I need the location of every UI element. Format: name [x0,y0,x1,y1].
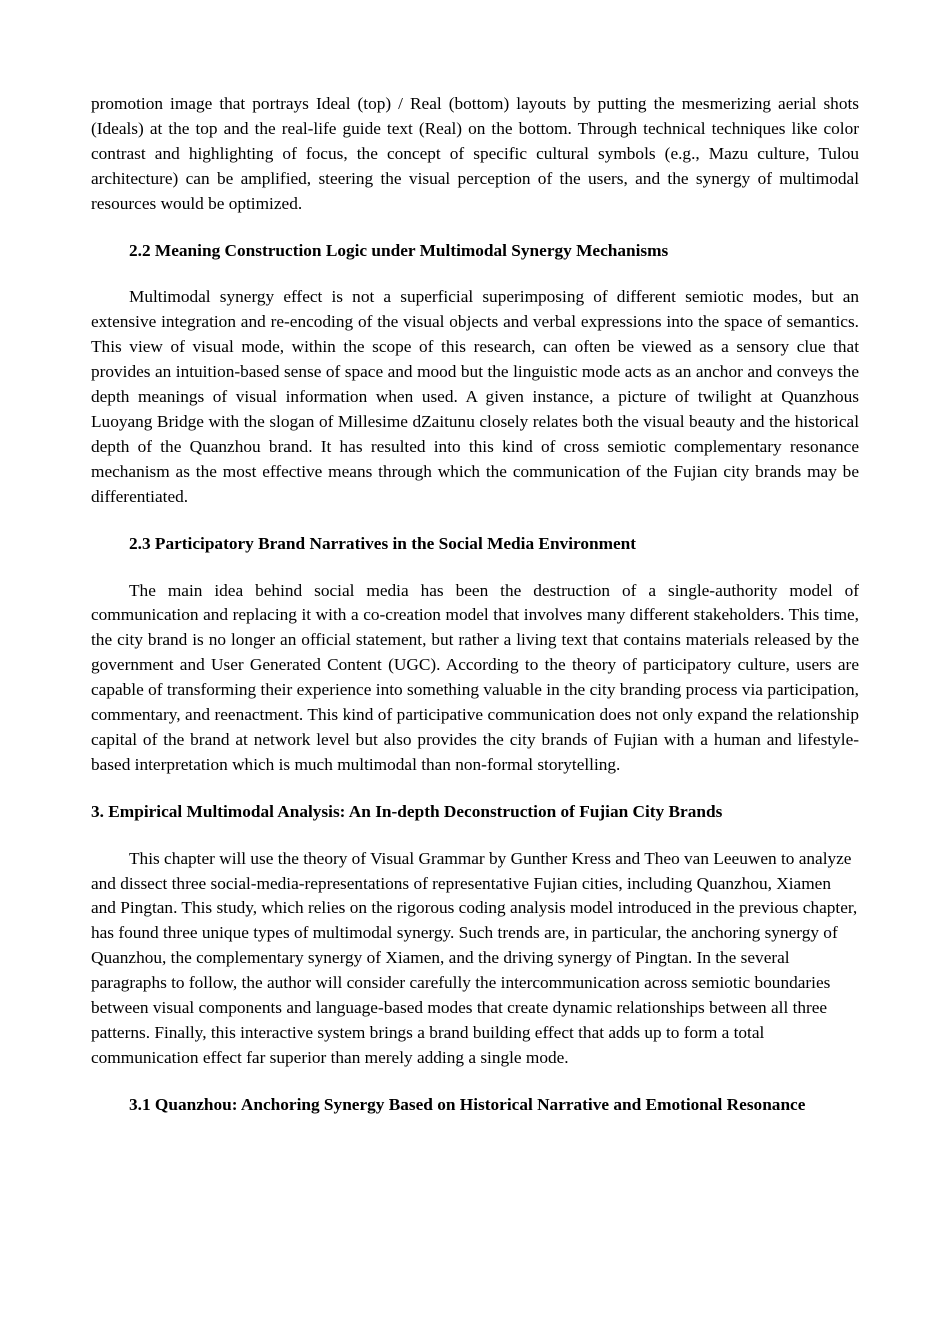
paragraph-social-media: The main idea behind social media has been the destruction of a single-authority model of communication and replacing it with a co-creation model that involves many different stakeholders. This time, the city brand is no longer an official statement, but rather a living text that contains materials released by the government and User Generated Content (UGC). According to the theory of participatory culture, users are capable of transforming their experience into something valuable in the city branding process via participation, commentary, and reenactment. This kind of participative communication does not only expand the relationship capital of the brand at network level but also provides the city brands of Fujian with a human and lifestyle-based interpretation which is much multimodal than non-formal storytelling. [91,580,859,774]
paragraph-multimodal-synergy: Multimodal synergy effect is not a superficial superimposing of different semiotic modes, but an extensive integration and re-encoding of the visual objects and verbal expressions into the space of semantics. This view of visual mode, within the scope of this research, can often be viewed as a sensory clue that provides an intuition-based sense of space and mood but the linguistic mode acts as an anchor and conveys the depth meanings of visual information when used. A given instance, a picture of twilight at Quanzhous Luoyang Bridge with the slogan of Millesime dZaitunu closely relates both the visual beauty and the historical depth of the Quanzhou brand. It has resulted into this kind of cross semiotic complementary resonance mechanism as the most effective means through which the communication of the Fujian city brands may be differentiated. [91,287,859,506]
section-heading-2-3: 2.3 Participatory Brand Narratives in the Social Media Environment [129,533,637,553]
document-page [91,92,859,1140]
section-heading-2-2: 2.2 Meaning Construction Logic under Multimodal Synergy Mechanisms [129,240,669,260]
paragraph-chapter-overview: This chapter will use the theory of Visual Grammar by Gunther Kress and Theo van Leeuwen to analyze and dissect three social-media-representations of representative Fujian cities, including Quanzhou, Xiamen and Pingtan. This study, which relies on the rigorous coding analysis model introduced in the previous chapter, has found three unique types of multimodal synergy. Such trends are, in particular, the anchoring synergy of Quanzhou, the complementary synergy of Xiamen, and the driving synergy of Pingtan. In the several paragraphs to follow, the author will consider carefully the intercommunication across semiotic boundaries between visual components and language-based modes that create dynamic relationships between all three patterns. Finally, this interactive system brings a brand building effect that adds up to form a total communication effect far superior than merely adding a single mode. [91,848,858,1067]
section-heading-3-1: 3.1 Quanzhou: Anchoring Synergy Based on Historical Narrative and Emotional Resonance [129,1094,806,1114]
paragraph-promotion-image: promotion image that portrays Ideal (top) / Real (bottom) layouts by putting the mesmerizing aerial shots (Ideals) at the top and the real-life guide text (Real) on the bottom. Through technical techniques like color contrast and highlighting of focus, the concept of specific cultural symbols (e.g., Mazu culture, Tulou architecture) can be amplified, steering the visual perception of the users, and the synergy of multimodal resources would be optimized. [91,94,859,213]
section-heading-3: 3. Empirical Multimodal Analysis: An In-depth Deconstruction of Fujian City Brands [91,801,723,821]
